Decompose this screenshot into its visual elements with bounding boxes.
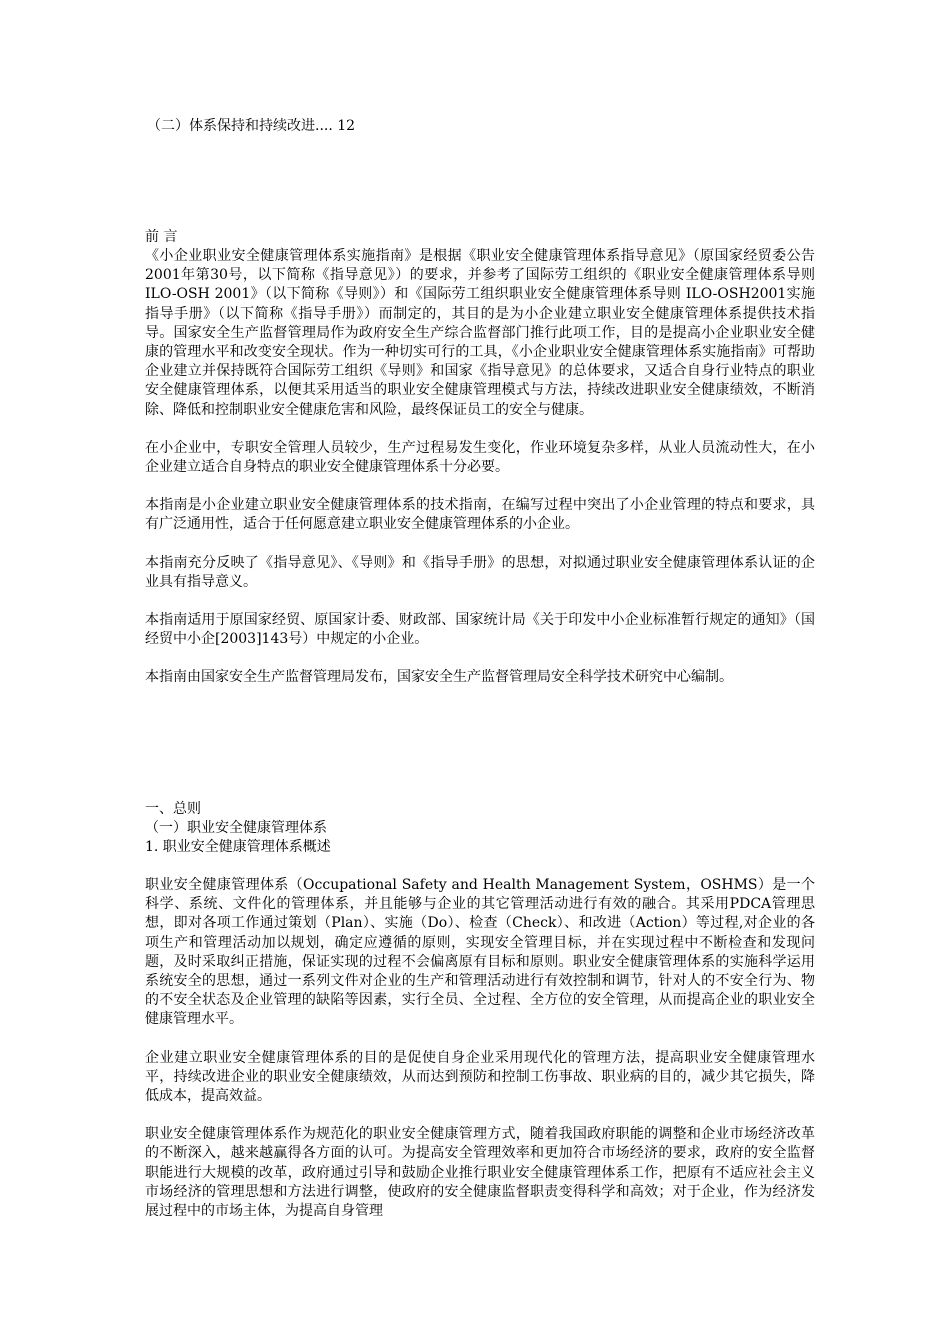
preface-paragraph-4: 本指南充分反映了《指导意见》、《导则》和《指导手册》的思想，对拟通过职业安全健康管理体系认证的企业具有指导意义。 [145,554,815,590]
general-paragraph-3: 职业安全健康管理体系作为规范化的职业安全健康管理方式，随着我国政府职能的调整和企业市场经济改革的不断深入，越来越赢得各方面的认可。为提高安全管理效率和更加符合市场经济的要求，政府的安全监督职能进行大规模的改革，政府通过引导和鼓励企业推行职业安全健康管理体系工作，把原有不适应社会主义市场经济的管理思想和方法进行调整，使政府的安全健康监督职责变得科学和高效；对于企业，作为经济发展过程中的市场主体，为提高自身管理 [145,1126,815,1220]
preface-title: 前 言 [145,229,178,245]
toc-entry: （二）体系保持和持续改进.... 12 [147,118,356,134]
item-title: 1. 职业安全健康管理体系概述 [145,839,331,855]
general-paragraph-1: 职业安全健康管理体系（Occupational Safety and Health Management System，OSHMS）是一个科学、系统、文件化的管理体系，并且能够与企业的其它管理活动进行有效的融合。其采用PDCA管理思想，即对各项工作通过策划（Plan）、实施（Do）、检查（Check）、和改进（Action）等过程,对企业的各项生产和管理活动加以规划，确定应遵循的原则，实现安全管理目标，并在实现过程中不断检查和发现问题，及时采取纠正措施，保证实现的过程不会偏离原有目标和原则。职业安全健康管理体系的实施科学运用系统安全的思想，通过一系列文件对企业的生产和管理活动进行有效控制和调节，针对人的不安全行为、物的不安全状态及企业管理的缺陷等因素，实行全员、全过程、全方位的安全管理，从而提高企业的职业安全健康管理水平。 [145,877,815,1028]
section-subtitle: （一）职业安全健康管理体系 [145,820,327,836]
general-paragraph-2: 企业建立职业安全健康管理体系的目的是促使自身企业采用现代化的管理方法，提高职业安全健康管理水平，持续改进企业的职业安全健康绩效，从而达到预防和控制工伤事故、职业病的目的，减少其它损失，降低成本，提高效益。 [145,1049,815,1105]
preface-section [145,228,815,688]
preface-paragraph-6: 本指南由国家安全生产监督管理局发布，国家安全生产监督管理局安全科学技术研究中心编制。 [145,669,733,686]
preface-paragraph-2: 在小企业中，专职安全管理人员较少，生产过程易发生变化，作业环境复杂多样，从业人员流动性大，在小企业建立适合自身特点的职业安全健康管理体系十分必要。 [145,439,815,476]
section-title: 一、总则 [145,801,201,817]
general-section [145,800,815,1221]
preface-paragraph-1: 《小企业职业安全健康管理体系实施指南》是根据《职业安全健康管理体系指导意见》（原国家经贸委公告2001年第30号，以下简称《指导意见》）的要求，并参考了国际劳工组织的《职业安全健康管理体系导则ILO-OSH 2001》（以下简称《导则》）和《国际劳工组织职业安全健康管理体系导则 ILO-OSH2001实施指导手册》（以下简称《指导手册》）而制定的，其目的是为小企业建立职业安全健康管理体系提供技术指导。国家安全生产监督管理局作为政府安全生产综合监督部门推行此项工作，目的是提高小企业职业安全健康的管理水平和改变安全现状。作为一种切实可行的工具，《小企业职业安全健康管理体系实施指南》可帮助企业建立并保持既符合国际劳工组织《导则》和国家《指导意见》的总体要求，又适合自身行业特点的职业安全健康管理体系，以便其采用适当的职业安全健康管理模式与方法，持续改进职业安全健康绩效，不断消除、降低和控制职业安全健康危害和风险，最终保证员工的安全与健康。 [145,248,815,418]
preface-paragraph-3: 本指南是小企业建立职业安全健康管理体系的技术指南，在编写过程中突出了小企业管理的特点和要求，具有广泛通用性，适合于任何愿意建立职业安全健康管理体系的小企业。 [145,497,815,533]
preface-paragraph-5: 本指南适用于原国家经贸、原国家计委、财政部、国家统计局《关于印发中小企业标准暂行规定的通知》（国经贸中小企[2003]143号）中规定的小企业。 [145,612,815,648]
